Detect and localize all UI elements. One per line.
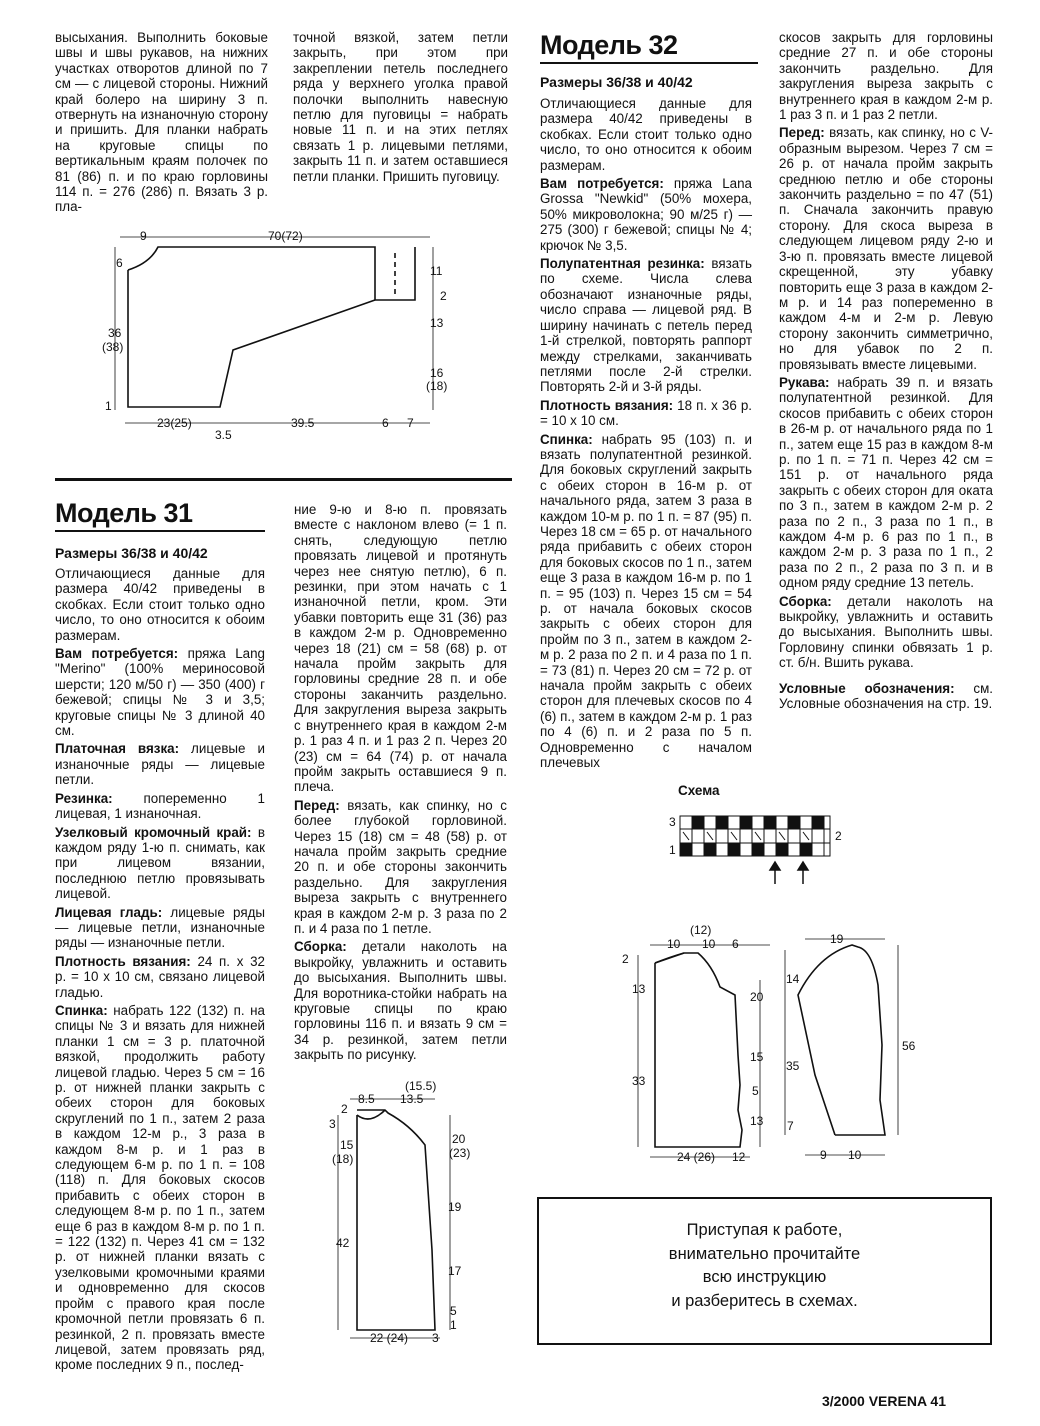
paragraph: ние 9-ю и 8-ю п. провязать вместе с наклоном влево (= 1 п. снять, следующую петлю провязать лицевой и протянуть через нее снятую петлю), 6 п. резинки, при этом начать с 1 изнаночной петли, кром. Эти убавки повторить еще 31 (36) раз в каждом 2-м р. Одновременно через 18 (21) см = 58 (68) р. от начала пройм закрыть для горловины средние 28 п. и обе стороны заканчить раздельно. Для закругления выреза закрыть с внутреннего края в каждом 2-м р. 1 раз 4 п. и 1 раз 2 п. Через 20 (23) см = 64 (74) р. от начала пройм закрыть оставшиеся 9 п. плеча. (294, 502, 507, 795)
paragraph: Рукава: набрать 39 п. и вязать полупатентной резинкой. Для скосов прибавить с обеих сторон в 26-м р. от начального ряда по 1 п., затем еще 15 раз в каждом 8-м р. по 1 п. = 71 п. Через 42 см = 151 р. от начального ряда закрыть с обеих сторон для оката по 3 п., затем в каждом 2-м р. 2 раза по 2 п., 3 раза по 1 п., в каждом 4-м р. 6 раз по 1 п., в каждом 2-м р. 3 раза по 1 п., 2 раза по 2 п., 2 раза по 3 п. и в одном ряду средние 13 петель. (779, 374, 993, 591)
paragraph: Плотность вязания: 24 п. х 32 р. = 10 х 10 см, связано лицевой гладью. (55, 953, 266, 1000)
dim-label: 1 (105, 399, 112, 413)
dim-label: 13 (632, 982, 646, 996)
dim-label: 5 (752, 1084, 759, 1098)
paragraph: Резинка: попеременно 1 лицевая, 1 изнаночная. (55, 790, 265, 822)
dim-label: 39.5 (291, 416, 315, 430)
dim-label: (12) (690, 925, 712, 937)
dim-label: 7 (787, 1119, 794, 1133)
dim-label: 13 (750, 1114, 764, 1128)
dim-label: 15 (750, 1050, 764, 1064)
dim-label: 42 (336, 1236, 350, 1250)
dim-label: 2 (622, 952, 629, 966)
paragraph: Отличающиеся данные для размера 40/42 приведены в скобках. Если стоит только одно число, то оно относится к обоим размерам. (55, 566, 265, 643)
dim-label: 2 (341, 1102, 348, 1116)
paragraph: точной вязкой, затем петли закрыть, при этом при закреплении петель последнего ряда у верхнего уголка правой полочки выполнить навесную петлю для пуговицы = набрать новые 11 п. и на этих петлях связать 1 р. лицевыми петлями, закрыть 11 п. и затем оставшиеся петли планки. Пришить пуговицу. (293, 30, 508, 184)
dim-label: (18) (332, 1152, 354, 1166)
dim-label: 13.5 (400, 1092, 424, 1106)
dim-label: 56 (902, 1039, 916, 1053)
dim-label: 33 (632, 1074, 646, 1088)
arrow-up-icon (798, 862, 808, 884)
paragraph: Лицевая гладь: лицевые ряды — лицевые петли, изнаночные ряды — изнаночные петли. (55, 904, 266, 951)
model32-title: Модель 32 (540, 30, 678, 60)
paragraph: Вам потребуется: пряжа Lana Grossa "Newkid" (50% мохера, 50% микроволокна; 90 м/25 г) — 275 (300) г бежевой; спицы № 4; крючок № 3,5. (540, 176, 752, 253)
paragraph: Спинка: набрать 122 (132) п. на спицы № 3 и вязать для нижней планки 1 см = 3 р. платочной вязкой, продолжить работу лицевой гладью. Через 5 см = 16 р. от нижней планки закрыть с обеих сторон для боковых скруглений по 1 п., затем 2 раза в каждом 12-м р., 3 раза в каждом 8-м р. и 1 раз в следующем 6-м р. по 1 п. = 108 (118) п. Для боковых скосов прибавить с обеих сторон в следующем 8-м р. по 1 п., затем еще 6 раз в каждом 8-м р. по 1 п. = 122 (132) п. Через 41 см = 132 р. от нижней планки вязать с узелковыми кромочными краями и одновременно для скосов пройм с правого края после кромочной петли провязать 6 п. резинкой, 2 п. провязать вместе лицевой, затем провязать ряд, кроме последних 9 п., послед- (55, 1002, 265, 1373)
dim-label: 8.5 (358, 1092, 375, 1106)
paragraph: скосов закрыть для горловины средние 27 п. и обе стороны закончить раздельно. Для закругления выреза закрыть с внутреннего края в каждом 2-м р. 1 раз 3 п. и 1 раз 2 петли. (779, 30, 993, 123)
dim-label: (23) (449, 1146, 471, 1160)
bolero-pattern-diagram (100, 225, 460, 440)
paragraph: Полупатентная резинка: вязать по схеме. Числа слева обозначают изнаночные ряды, число справа — лицевой ряд. В ширину начинать с петель перед 1-й стрелкой, повторять раппорт между стрелками, заканчивать петлями после 2-й стрелки. Повторять 2-й и 3-й ряды. (540, 256, 752, 395)
dim-label: 19 (448, 1200, 462, 1214)
model32-col2 (779, 30, 993, 714)
dim-label: 9 (140, 229, 147, 243)
model31-col2 (294, 502, 507, 1066)
dim-label: 19 (830, 932, 844, 946)
dim-label: 2 (440, 289, 447, 303)
paragraph: Платочная вязка: лицевые и изнаночные ряды — лицевые петли. (55, 741, 265, 788)
dim-label: 6 (382, 416, 389, 430)
model31-col1 (55, 566, 265, 1376)
dim-label: 15 (340, 1138, 354, 1152)
dim-label: 13 (430, 316, 444, 330)
dim-label: 3.5 (215, 428, 232, 440)
dim-label: 36 (108, 326, 122, 340)
paragraph: Перед: вязать, как спинку, но с V-образным вырезом. Через 7 см = 26 р. от начала пройм закрыть среднюю петлю и обе стороны закончить раздельно = по 47 (51) п. Сначала закончить правую сторону. Для скоса выреза в следующем лицевом ряду 2-ю и 3-ю п. провязать вместе лицевой скрещенной, эту убавку повторить еще 3 раза в каждом 2-м р. и 14 раз попеременно в каждом 4-м и 2-м р. Левую сторону закончить симметрично, но для убавок по 2 п. провязывать вместе лицевыми. (779, 125, 993, 372)
dim-label: 23(25) (157, 416, 192, 430)
dim-label: 12 (732, 1150, 746, 1164)
chart-row-label: 2 (835, 829, 842, 843)
paragraph: Перед: вязать, как спинку, но с более глубокой горловиной. Через 15 (18) см = 48 (58) р. от начала пройм закрыть средние 20 п. и обе стороны закончить раздельно. Для закругления выреза закрыть с внутреннего края в каждом 2-м р. 3 раза по 2 п. и 4 раза по 1 петле. (294, 797, 507, 936)
prev-model-text-col1 (55, 30, 268, 218)
dim-label: 5 (450, 1304, 457, 1318)
dim-label: 9 (820, 1148, 827, 1162)
rib-stitch-chart (665, 812, 845, 892)
paragraph: Плотность вязания: 18 п. х 36 р. = 10 х 10 см. (540, 397, 752, 429)
paragraph: Вам потребуется: пряжа Lang "Merino" (100% мериносовой шерсти; 120 м/50 г) — 350 (400) г бежевой; спицы № 3 и 3,5; круговые спицы № 3 длиной 40 см. (55, 646, 265, 739)
dim-label: 70(72) (268, 229, 303, 243)
dim-label: (18) (426, 379, 448, 393)
paragraph: Спинка: набрать 95 (103) п. и вязать полупатентной резинкой. Для боковых скруглений закрыть с обеих сторон в 16-м р. от начального ряда, затем 3 раза в каждом 10-м р. по 1 п. = 87 (95) п. Через 18 см = 65 р. от начального ряда прибавить с обеих сторон для боковых скосов по 1 п., затем еще 3 раза в каждом 16-м р. по 1 п. = 95 (103) п. Через 15 см = 54 р. от начала боковых скосов закрыть с обеих сторон для пройм по 3 п., затем в каждом 2-м р. 2 раза по 2 п. и 4 раза по 1 п. = 73 (81) п. Через 20 см = 72 р. от начала пройм закрыть с обеих сторон для плечевых скосов по 4 (6) п., затем в каждом 2-м р. 1 раз по 4 (6) п. и 2 раза по 5 п. Одновременно с началом плечевых (540, 431, 752, 771)
model31-sizes: Размеры 36/38 и 40/42 (55, 545, 208, 561)
dim-label: 3 (432, 1331, 439, 1345)
dim-label: 1 (450, 1318, 457, 1332)
notice-box (537, 1197, 992, 1345)
title-underline (540, 62, 758, 64)
paragraph: Узелковый кромочный край: в каждом ряду 1-ю п. снимать, как при лицевом вязании, последнюю петлю провязывать лицевой. (55, 824, 265, 902)
dim-label: (15.5) (405, 1079, 437, 1093)
dim-label: 3 (329, 1117, 336, 1131)
notice-line: и разберитесь в схемах. (671, 1291, 858, 1310)
page-footer: 3/2000 VERENA 41 (822, 1393, 946, 1409)
paragraph: Отличающиеся данные для размера 40/42 приведены в скобках. Если стоит только одно число, то оно относится к обоим размерам. (540, 96, 752, 173)
schema-title: Схема (678, 783, 720, 798)
dim-label: 20 (452, 1132, 466, 1146)
model32-pattern-diagrams (620, 925, 1000, 1165)
chart-row-label: 1 (669, 843, 676, 857)
model31-title: Модель 31 (55, 498, 193, 528)
paragraph: высыхания. Выполнить боковые швы и швы рукавов, на нижних участках отворотов длиной по 7 см — с лицевой стороны. Нижний край болеро на ширину 3 п. отвернуть на изнаночную сторону и пришить. Для планки набрать на круговые спицы по вертикальным краям полочек по 81 (86) п. и по краю горловины 114 п. = 276 (286) п. Вязать 3 р. пла- (55, 30, 268, 215)
dim-label: 10 (667, 937, 681, 951)
dim-label: 35 (786, 1059, 800, 1073)
dim-label: 16 (430, 366, 444, 380)
notice-line: Приступая к работе, (686, 1221, 843, 1239)
notice-line: внимательно прочитайте (668, 1244, 861, 1263)
arrow-up-icon (770, 862, 780, 884)
notice-line: всю инструкцию (702, 1268, 827, 1286)
paragraph: Сборка: детали наколоть на выкройку, увлажнить и оставить до высыхания. Выполнить швы. Горловину спинки обвязать 1 р. ст. б/н. Вшить рукава. (779, 593, 993, 671)
dim-label: 10 (848, 1148, 862, 1162)
dim-label: 7 (407, 416, 414, 430)
dim-label: 6 (116, 256, 123, 270)
paragraph: Условные обозначения: см. Условные обозначения на стр. 19. (779, 680, 993, 712)
dim-label: 11 (430, 264, 443, 278)
model32-sizes: Размеры 36/38 и 40/42 (540, 74, 693, 90)
dim-label: 10 (702, 937, 716, 951)
prev-model-text-col2 (293, 30, 508, 187)
dim-label: 17 (448, 1264, 462, 1278)
dim-label: 6 (732, 937, 739, 951)
title-underline (55, 530, 265, 532)
dim-label: 22 (24) (370, 1331, 409, 1345)
dim-label: 14 (786, 972, 800, 986)
section-rule (55, 478, 512, 481)
dim-label: 20 (750, 990, 764, 1004)
model31-pattern-diagram (300, 1075, 480, 1345)
dim-label: 24 (26) (677, 1150, 716, 1164)
dim-label: (38) (102, 340, 124, 354)
chart-row-label: 3 (669, 815, 676, 829)
model32-col1 (540, 96, 752, 773)
paragraph: Сборка: детали наколоть на выкройку, увлажнить и оставить до высыхания. Выполнить швы. Для воротника-стойки набрать на круговые спицы по краю горловины 116 п. и вязать 9 см = 34 р. резинкой, затем петли закрыть по рисунку. (294, 939, 507, 1063)
